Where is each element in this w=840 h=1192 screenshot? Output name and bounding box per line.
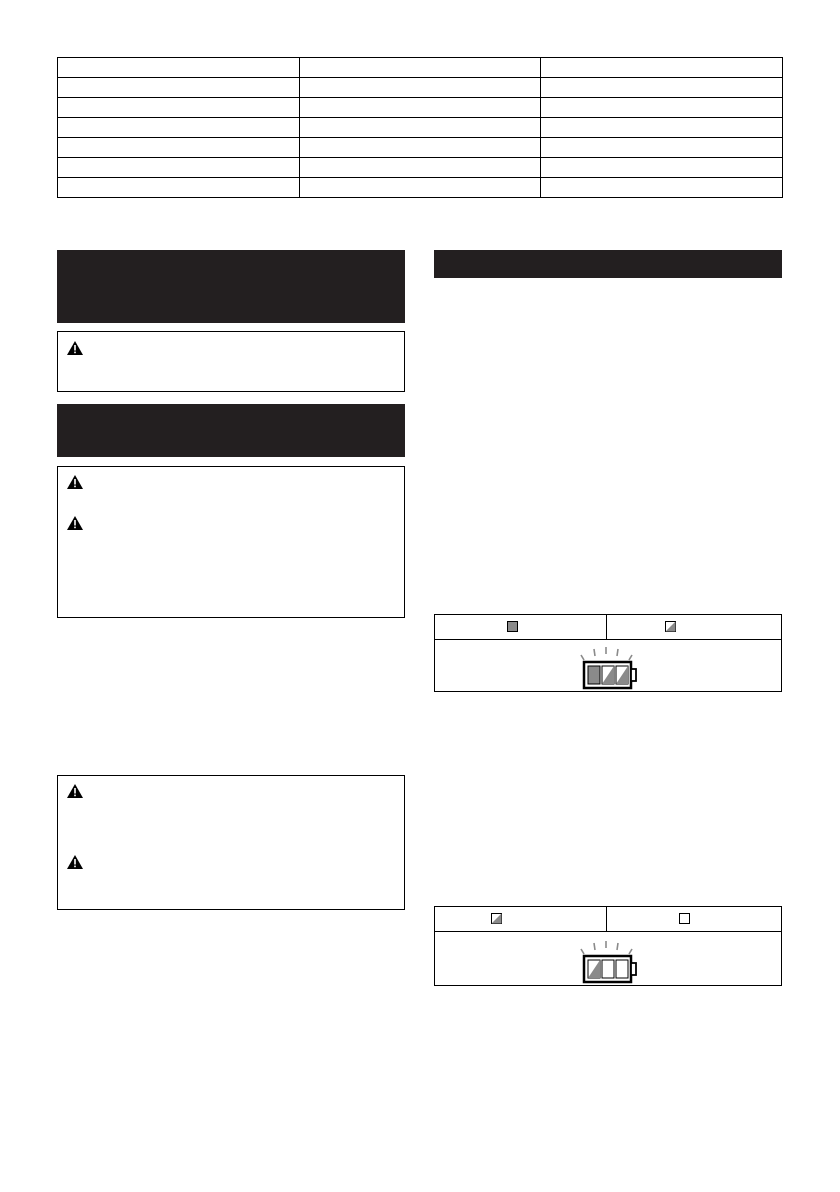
table-cell (300, 58, 541, 78)
warning-box-2 (57, 466, 405, 618)
table-cell (300, 78, 541, 98)
spec-table-body (58, 58, 783, 198)
table-cell (541, 158, 783, 178)
warning-triangle-icon (66, 515, 84, 531)
indicator-legend-row (435, 907, 781, 932)
specification-table (57, 57, 783, 198)
half-filled-square-icon (665, 621, 676, 632)
table-cell (58, 178, 300, 198)
table-cell (541, 178, 783, 198)
table-cell (541, 138, 783, 158)
table-cell (300, 98, 541, 118)
table-row (58, 178, 783, 198)
battery-indicator-table-1 (434, 614, 782, 692)
indicator-legend-row (435, 615, 781, 640)
table-row (58, 118, 783, 138)
table-row (58, 138, 783, 158)
table-cell (300, 138, 541, 158)
section-header-right (434, 250, 782, 278)
table-row (58, 98, 783, 118)
battery-indicator-table-2 (434, 906, 782, 986)
warning-triangle-icon (66, 340, 84, 356)
indicator-legend-right (607, 615, 781, 639)
table-row (58, 58, 783, 78)
battery-icon (575, 645, 643, 691)
table-cell (300, 118, 541, 138)
table-cell (58, 98, 300, 118)
section-header-1 (57, 250, 405, 323)
warning-triangle-icon (66, 474, 84, 490)
table-row (58, 158, 783, 178)
indicator-legend-right (607, 907, 781, 931)
table-cell (58, 58, 300, 78)
warning-box-3 (57, 775, 405, 910)
indicator-legend-left (435, 907, 607, 931)
table-cell (300, 158, 541, 178)
warning-triangle-icon (66, 783, 84, 799)
battery-icon (575, 939, 643, 985)
table-cell (58, 138, 300, 158)
solid-gray-square-icon (507, 621, 518, 632)
table-cell (58, 158, 300, 178)
table-cell (300, 178, 541, 198)
warning-box-1 (57, 331, 405, 392)
half-filled-square-icon (491, 913, 502, 924)
table-cell (58, 118, 300, 138)
empty-square-icon (679, 913, 690, 924)
table-cell (58, 78, 300, 98)
section-header-2 (57, 404, 405, 457)
table-cell (541, 78, 783, 98)
table-row (58, 78, 783, 98)
indicator-legend-left (435, 615, 607, 639)
warning-triangle-icon (66, 854, 84, 870)
table-cell (541, 58, 783, 78)
table-cell (541, 118, 783, 138)
table-cell (541, 98, 783, 118)
